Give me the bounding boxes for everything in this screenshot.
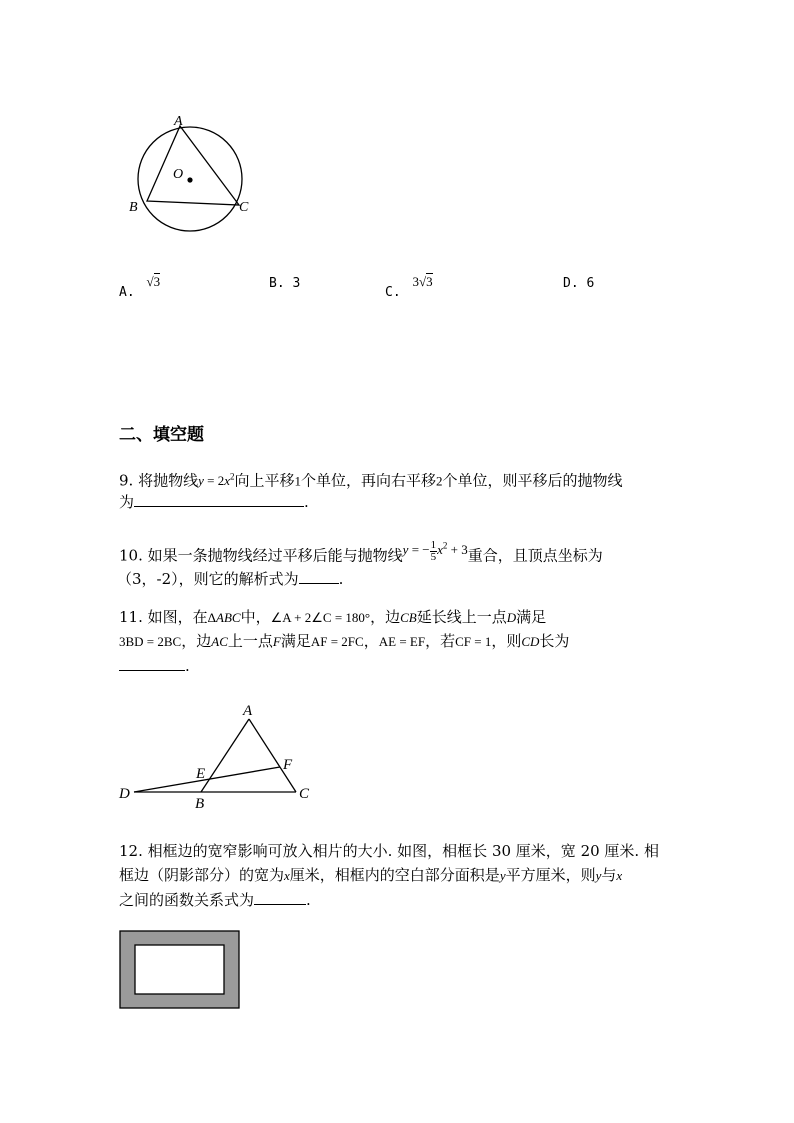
q10-text1: 如果一条抛物线经过平移后能与抛物线: [147, 546, 403, 565]
q12-var-x2: x: [616, 868, 623, 883]
option-c-radical: 3√3: [412, 274, 433, 289]
label-d: D: [119, 786, 130, 802]
label-e: E: [196, 766, 206, 782]
q12-answer-blank[interactable]: [254, 890, 306, 905]
question-12-line3: [119, 889, 311, 911]
q12-end: .: [306, 891, 311, 909]
q11-f: F: [272, 634, 281, 649]
question-12-line2: [119, 864, 622, 887]
q11-abc: ABC: [216, 610, 241, 625]
label-c: C: [299, 786, 310, 802]
q11-t9: ，: [363, 632, 379, 650]
q9-end: .: [304, 493, 309, 511]
question-12-line1: [119, 840, 659, 862]
q12-l2b: 厘米，相框内的空白部分面积是: [289, 866, 500, 884]
frame-inner-area: [135, 945, 224, 994]
q11-t1: 如图，在: [147, 608, 208, 626]
option-a-radical: √3: [146, 274, 161, 289]
vertex-label-a: A: [174, 114, 183, 129]
question-9-line2: [119, 491, 309, 513]
center-label-o: O: [173, 167, 184, 182]
q11-t3: ，边: [370, 608, 401, 626]
q11-t6: ，边: [181, 632, 212, 650]
q10-answer-blank[interactable]: [299, 569, 339, 584]
q12-var-y2: y: [595, 868, 602, 883]
q11-d: D: [506, 610, 517, 625]
q12-l2d: 与: [601, 866, 617, 884]
q11-cond1: ∠A + 2∠C = 180°: [270, 610, 371, 625]
q12-var-x: x: [284, 868, 290, 883]
q12-line1: 相框边的宽窄影响可放入相片的大小. 如图，相框长 30 厘米，宽 20 厘米. 相: [147, 842, 659, 860]
q9-equation: $y = 2x^2$: [198, 472, 235, 489]
option-a-prefix: A.: [119, 285, 135, 300]
vertex-label-b: B: [129, 200, 138, 215]
q11-cond3: AF = 2FC: [310, 634, 364, 649]
q9-text4: 个单位，则平移后的抛物线: [442, 471, 623, 490]
segment-df: [134, 767, 280, 792]
q11-t5: 满足: [516, 608, 547, 626]
circle-triangle-figure: [120, 108, 270, 238]
q12-line3: 之间的函数关系式为: [119, 891, 255, 909]
q9-text1: 将抛物线: [138, 471, 199, 490]
q11-number: 11.: [119, 608, 143, 626]
label-b: B: [195, 796, 205, 812]
segment-ac: [249, 719, 296, 792]
q11-t8: 满足: [280, 632, 311, 650]
inscribed-triangle: [147, 126, 239, 205]
q11-cond5: CF = 1: [455, 634, 492, 649]
option-c-radicand: 3: [426, 274, 433, 289]
label-a: A: [243, 703, 253, 719]
q12-number: 12.: [119, 842, 143, 860]
question-10-line2: [117, 568, 343, 590]
q11-ac: AC: [211, 634, 228, 649]
q10-number: 10.: [119, 546, 143, 565]
option-a: [119, 274, 161, 300]
picture-frame-figure: [119, 930, 241, 1010]
q10-line2: （3，-2），则它的解析式为: [117, 570, 299, 588]
question-9-line1: [119, 466, 623, 492]
question-10-line1: [119, 538, 603, 569]
q11-tri: Δ: [207, 610, 217, 625]
q12-l2a: 框边（阴影部分）的宽为: [119, 866, 285, 884]
option-d: D. 6: [563, 276, 595, 291]
question-11-line2: [119, 630, 569, 653]
q11-cond4: AE = EF: [378, 634, 426, 649]
vertex-label-c: C: [239, 200, 249, 215]
q12-l2c: 平方厘米，则: [505, 866, 596, 884]
q11-t12: 长为: [539, 632, 570, 650]
q11-t7: 上一点: [227, 632, 273, 650]
q10-text2: 重合，且顶点坐标为: [467, 546, 603, 565]
question-11-line1: [119, 606, 546, 629]
q9-text3: 个单位，再向右平移: [301, 471, 437, 490]
q10-end: .: [338, 570, 344, 588]
q12-var-y: y: [499, 868, 506, 883]
q11-t4: 延长线上一点: [416, 608, 507, 626]
q10-equation: y = − $\frac{1}{5}$ $x^2 + 3$: [402, 538, 468, 563]
triangle-figure: [116, 700, 326, 812]
q11-cb: CB: [400, 610, 417, 625]
option-a-radicand: 3: [153, 274, 161, 289]
q11-end: .: [185, 657, 190, 675]
q9-text5: 为: [119, 493, 135, 511]
q9-text2: 向上平移: [234, 471, 295, 490]
q9-answer-blank[interactable]: [134, 492, 304, 507]
q11-answer-blank[interactable]: [119, 656, 185, 671]
q11-t11: ，则: [491, 632, 522, 650]
center-point: [187, 177, 192, 182]
segment-ab: [201, 719, 249, 792]
q11-cd: CD: [521, 634, 540, 649]
q11-cond2: 3BD = 2BC: [119, 634, 182, 649]
option-c: [385, 274, 433, 300]
option-c-coef: 3: [412, 274, 419, 289]
question-11-line3: [119, 655, 190, 677]
option-c-prefix: C.: [385, 285, 401, 300]
option-b: B. 3: [269, 276, 301, 291]
q9-n1: 1: [294, 473, 302, 489]
q11-t2: 中，: [240, 608, 271, 626]
q9-number: 9.: [119, 471, 134, 490]
section-title: 二、填空题: [119, 425, 204, 445]
label-f: F: [283, 757, 293, 773]
q9-n2: 2: [436, 473, 443, 489]
q11-t10: ，若: [425, 632, 456, 650]
